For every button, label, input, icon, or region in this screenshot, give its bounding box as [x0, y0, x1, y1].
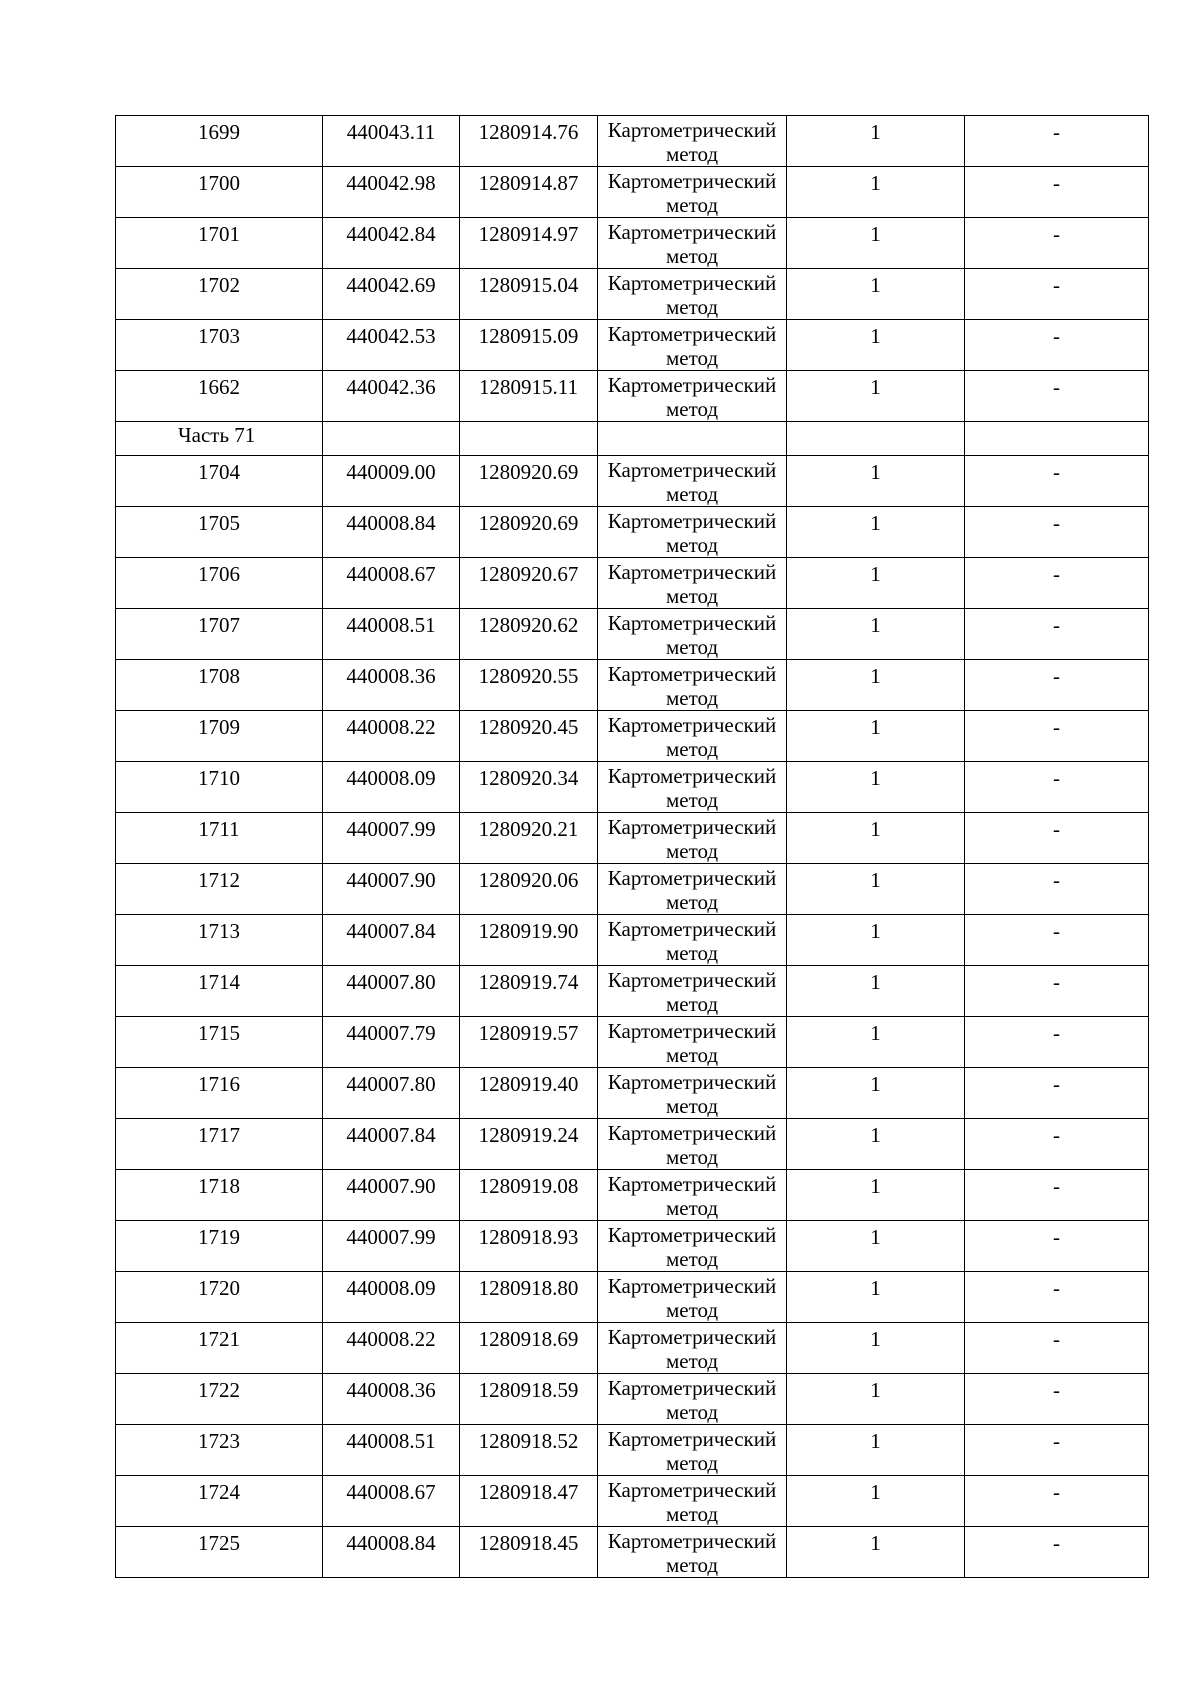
- point-number-cell: 1721: [116, 1323, 323, 1374]
- method-line-1: Картометрический: [607, 458, 777, 482]
- description-cell: -: [965, 1476, 1149, 1527]
- method-line-1: Картометрический: [607, 1376, 777, 1400]
- y-coordinate-cell: 1280915.04: [460, 269, 598, 320]
- y-coordinate-cell: 1280918.69: [460, 1323, 598, 1374]
- accuracy-cell: 1: [787, 507, 965, 558]
- method-line-2: метод: [665, 1043, 719, 1067]
- table-row: [116, 1221, 1149, 1272]
- method-line-2: метод: [665, 482, 719, 506]
- point-number-cell: 1704: [116, 456, 323, 507]
- accuracy-cell: 1: [787, 1272, 965, 1323]
- x-coordinate-cell: 440009.00: [323, 456, 460, 507]
- table-row: [116, 864, 1149, 915]
- table-row: [116, 1068, 1149, 1119]
- method-line-1: Картометрический: [607, 1019, 777, 1043]
- accuracy-cell: 1: [787, 1170, 965, 1221]
- table-row: [116, 218, 1149, 269]
- method-cell: [598, 1272, 787, 1323]
- table-row: [116, 915, 1149, 966]
- accuracy-cell: 1: [787, 1374, 965, 1425]
- method-cell: [598, 660, 787, 711]
- description-cell: -: [965, 1272, 1149, 1323]
- point-number-cell: 1719: [116, 1221, 323, 1272]
- y-coordinate-cell: 1280920.55: [460, 660, 598, 711]
- y-coordinate-cell: 1280919.74: [460, 966, 598, 1017]
- table-row: [116, 966, 1149, 1017]
- point-number-cell: 1715: [116, 1017, 323, 1068]
- point-number-cell: 1725: [116, 1527, 323, 1578]
- description-cell: -: [965, 609, 1149, 660]
- empty-cell: [598, 422, 787, 456]
- method-cell: [598, 711, 787, 762]
- y-coordinate-cell: 1280920.34: [460, 762, 598, 813]
- y-coordinate-cell: 1280918.52: [460, 1425, 598, 1476]
- description-cell: -: [965, 218, 1149, 269]
- method-cell: [598, 507, 787, 558]
- point-number-cell: 1703: [116, 320, 323, 371]
- accuracy-cell: 1: [787, 1221, 965, 1272]
- x-coordinate-cell: 440007.79: [323, 1017, 460, 1068]
- method-line-1: Картометрический: [607, 815, 777, 839]
- accuracy-cell: 1: [787, 116, 965, 167]
- x-coordinate-cell: 440007.84: [323, 1119, 460, 1170]
- description-cell: -: [965, 1017, 1149, 1068]
- method-line-2: метод: [665, 1502, 719, 1526]
- section-row: [116, 422, 1149, 456]
- table-row: [116, 762, 1149, 813]
- accuracy-cell: 1: [787, 558, 965, 609]
- table-row: [116, 371, 1149, 422]
- accuracy-cell: 1: [787, 320, 965, 371]
- x-coordinate-cell: 440008.09: [323, 762, 460, 813]
- method-line-2: метод: [665, 686, 719, 710]
- method-line-1: Картометрический: [607, 118, 777, 142]
- y-coordinate-cell: 1280918.93: [460, 1221, 598, 1272]
- method-line-2: метод: [665, 1349, 719, 1373]
- method-line-1: Картометрический: [607, 611, 777, 635]
- point-number-cell: 1700: [116, 167, 323, 218]
- table-row: [116, 507, 1149, 558]
- method-line-2: метод: [665, 839, 719, 863]
- empty-cell: [787, 422, 965, 456]
- accuracy-cell: 1: [787, 1527, 965, 1578]
- description-cell: -: [965, 1374, 1149, 1425]
- x-coordinate-cell: 440008.51: [323, 1425, 460, 1476]
- method-line-1: Картометрический: [607, 1529, 777, 1553]
- table-row: [116, 1374, 1149, 1425]
- point-number-cell: 1712: [116, 864, 323, 915]
- method-line-1: Картометрический: [607, 1070, 777, 1094]
- accuracy-cell: 1: [787, 456, 965, 507]
- accuracy-cell: 1: [787, 813, 965, 864]
- x-coordinate-cell: 440007.99: [323, 813, 460, 864]
- description-cell: -: [965, 1323, 1149, 1374]
- method-cell: [598, 1170, 787, 1221]
- method-line-1: Картометрический: [607, 509, 777, 533]
- method-cell: [598, 269, 787, 320]
- point-number-cell: 1716: [116, 1068, 323, 1119]
- point-number-cell: 1723: [116, 1425, 323, 1476]
- accuracy-cell: 1: [787, 269, 965, 320]
- method-line-2: метод: [665, 941, 719, 965]
- method-cell: [598, 966, 787, 1017]
- description-cell: -: [965, 915, 1149, 966]
- y-coordinate-cell: 1280918.80: [460, 1272, 598, 1323]
- method-line-1: Картометрический: [607, 560, 777, 584]
- method-cell: [598, 167, 787, 218]
- table-row: [116, 1527, 1149, 1578]
- method-cell: [598, 116, 787, 167]
- point-number-cell: 1709: [116, 711, 323, 762]
- method-line-2: метод: [665, 1400, 719, 1424]
- method-line-2: метод: [665, 142, 719, 166]
- description-cell: -: [965, 813, 1149, 864]
- x-coordinate-cell: 440042.36: [323, 371, 460, 422]
- method-cell: [598, 1119, 787, 1170]
- table-row: [116, 1323, 1149, 1374]
- x-coordinate-cell: 440008.84: [323, 507, 460, 558]
- y-coordinate-cell: 1280914.97: [460, 218, 598, 269]
- x-coordinate-cell: 440008.09: [323, 1272, 460, 1323]
- method-line-2: метод: [665, 244, 719, 268]
- point-number-cell: 1717: [116, 1119, 323, 1170]
- point-number-cell: 1720: [116, 1272, 323, 1323]
- table-row: [116, 1170, 1149, 1221]
- table-row: [116, 1272, 1149, 1323]
- method-cell: [598, 1068, 787, 1119]
- method-line-1: Картометрический: [607, 1223, 777, 1247]
- y-coordinate-cell: 1280918.59: [460, 1374, 598, 1425]
- description-cell: -: [965, 1068, 1149, 1119]
- accuracy-cell: 1: [787, 218, 965, 269]
- method-cell: [598, 218, 787, 269]
- method-cell: [598, 371, 787, 422]
- empty-cell: [323, 422, 460, 456]
- point-number-cell: 1722: [116, 1374, 323, 1425]
- method-line-1: Картометрический: [607, 917, 777, 941]
- method-line-2: метод: [665, 1145, 719, 1169]
- y-coordinate-cell: 1280918.47: [460, 1476, 598, 1527]
- method-line-1: Картометрический: [607, 662, 777, 686]
- x-coordinate-cell: 440008.22: [323, 711, 460, 762]
- y-coordinate-cell: 1280919.24: [460, 1119, 598, 1170]
- description-cell: -: [965, 167, 1149, 218]
- description-cell: -: [965, 371, 1149, 422]
- table-row: [116, 320, 1149, 371]
- description-cell: -: [965, 1527, 1149, 1578]
- method-cell: [598, 456, 787, 507]
- y-coordinate-cell: 1280919.40: [460, 1068, 598, 1119]
- coordinates-table-body: [116, 116, 1149, 1578]
- description-cell: -: [965, 269, 1149, 320]
- method-cell: [598, 1221, 787, 1272]
- accuracy-cell: 1: [787, 1017, 965, 1068]
- y-coordinate-cell: 1280915.09: [460, 320, 598, 371]
- accuracy-cell: 1: [787, 1119, 965, 1170]
- point-number-cell: 1711: [116, 813, 323, 864]
- method-line-2: метод: [665, 635, 719, 659]
- method-line-1: Картометрический: [607, 322, 777, 346]
- method-cell: [598, 1374, 787, 1425]
- description-cell: -: [965, 711, 1149, 762]
- accuracy-cell: 1: [787, 1068, 965, 1119]
- accuracy-cell: 1: [787, 1323, 965, 1374]
- method-line-1: Картометрический: [607, 271, 777, 295]
- point-number-cell: 1705: [116, 507, 323, 558]
- point-number-cell: 1699: [116, 116, 323, 167]
- x-coordinate-cell: 440007.90: [323, 1170, 460, 1221]
- y-coordinate-cell: 1280915.11: [460, 371, 598, 422]
- method-line-2: метод: [665, 397, 719, 421]
- table-row: [116, 558, 1149, 609]
- description-cell: -: [965, 660, 1149, 711]
- x-coordinate-cell: 440008.51: [323, 609, 460, 660]
- point-number-cell: 1724: [116, 1476, 323, 1527]
- x-coordinate-cell: 440042.98: [323, 167, 460, 218]
- table-row: [116, 269, 1149, 320]
- table-row: [116, 1476, 1149, 1527]
- empty-cell: [460, 422, 598, 456]
- table-row: [116, 1017, 1149, 1068]
- accuracy-cell: 1: [787, 1425, 965, 1476]
- accuracy-cell: 1: [787, 711, 965, 762]
- y-coordinate-cell: 1280920.45: [460, 711, 598, 762]
- x-coordinate-cell: 440007.90: [323, 864, 460, 915]
- coordinates-table: [115, 115, 1149, 1578]
- method-line-1: Картометрический: [607, 1427, 777, 1451]
- method-cell: [598, 1323, 787, 1374]
- table-row: [116, 456, 1149, 507]
- method-cell: [598, 762, 787, 813]
- y-coordinate-cell: 1280919.90: [460, 915, 598, 966]
- description-cell: -: [965, 116, 1149, 167]
- description-cell: -: [965, 1221, 1149, 1272]
- accuracy-cell: 1: [787, 915, 965, 966]
- method-line-1: Картометрический: [607, 1325, 777, 1349]
- method-line-1: Картометрический: [607, 1121, 777, 1145]
- description-cell: -: [965, 456, 1149, 507]
- method-cell: [598, 915, 787, 966]
- method-cell: [598, 609, 787, 660]
- description-cell: -: [965, 1119, 1149, 1170]
- method-line-1: Картометрический: [607, 968, 777, 992]
- point-number-cell: 1708: [116, 660, 323, 711]
- description-cell: -: [965, 864, 1149, 915]
- method-line-2: метод: [665, 346, 719, 370]
- method-cell: [598, 813, 787, 864]
- table-row: [116, 609, 1149, 660]
- point-number-cell: 1702: [116, 269, 323, 320]
- section-label: Часть 71: [116, 422, 323, 456]
- point-number-cell: 1718: [116, 1170, 323, 1221]
- method-line-1: Картометрический: [607, 1274, 777, 1298]
- x-coordinate-cell: 440008.84: [323, 1527, 460, 1578]
- table-row: [116, 167, 1149, 218]
- accuracy-cell: 1: [787, 762, 965, 813]
- y-coordinate-cell: 1280920.69: [460, 456, 598, 507]
- method-line-2: метод: [665, 992, 719, 1016]
- table-row: [116, 813, 1149, 864]
- description-cell: -: [965, 966, 1149, 1017]
- y-coordinate-cell: 1280919.08: [460, 1170, 598, 1221]
- y-coordinate-cell: 1280914.87: [460, 167, 598, 218]
- description-cell: -: [965, 320, 1149, 371]
- description-cell: -: [965, 507, 1149, 558]
- point-number-cell: 1714: [116, 966, 323, 1017]
- method-cell: [598, 1476, 787, 1527]
- x-coordinate-cell: 440007.99: [323, 1221, 460, 1272]
- table-row: [116, 116, 1149, 167]
- table-row: [116, 711, 1149, 762]
- description-cell: -: [965, 762, 1149, 813]
- table-row: [116, 1119, 1149, 1170]
- method-line-2: метод: [665, 584, 719, 608]
- x-coordinate-cell: 440042.69: [323, 269, 460, 320]
- y-coordinate-cell: 1280920.06: [460, 864, 598, 915]
- point-number-cell: 1713: [116, 915, 323, 966]
- description-cell: -: [965, 1170, 1149, 1221]
- accuracy-cell: 1: [787, 167, 965, 218]
- x-coordinate-cell: 440007.80: [323, 966, 460, 1017]
- method-line-1: Картометрический: [607, 1172, 777, 1196]
- method-cell: [598, 558, 787, 609]
- method-line-2: метод: [665, 1247, 719, 1271]
- method-cell: [598, 1425, 787, 1476]
- y-coordinate-cell: 1280920.62: [460, 609, 598, 660]
- y-coordinate-cell: 1280920.69: [460, 507, 598, 558]
- y-coordinate-cell: 1280920.67: [460, 558, 598, 609]
- table-row: [116, 1425, 1149, 1476]
- method-line-2: метод: [665, 1094, 719, 1118]
- x-coordinate-cell: 440007.84: [323, 915, 460, 966]
- y-coordinate-cell: 1280919.57: [460, 1017, 598, 1068]
- y-coordinate-cell: 1280914.76: [460, 116, 598, 167]
- point-number-cell: 1662: [116, 371, 323, 422]
- accuracy-cell: 1: [787, 966, 965, 1017]
- empty-cell: [965, 422, 1149, 456]
- y-coordinate-cell: 1280918.45: [460, 1527, 598, 1578]
- method-cell: [598, 864, 787, 915]
- x-coordinate-cell: 440008.67: [323, 1476, 460, 1527]
- method-cell: [598, 320, 787, 371]
- description-cell: -: [965, 1425, 1149, 1476]
- method-line-1: Картометрический: [607, 373, 777, 397]
- point-number-cell: 1707: [116, 609, 323, 660]
- x-coordinate-cell: 440008.67: [323, 558, 460, 609]
- method-line-2: метод: [665, 1196, 719, 1220]
- method-cell: [598, 1527, 787, 1578]
- method-line-2: метод: [665, 295, 719, 319]
- method-line-2: метод: [665, 193, 719, 217]
- x-coordinate-cell: 440007.80: [323, 1068, 460, 1119]
- x-coordinate-cell: 440042.53: [323, 320, 460, 371]
- x-coordinate-cell: 440043.11: [323, 116, 460, 167]
- table-row: [116, 660, 1149, 711]
- x-coordinate-cell: 440008.22: [323, 1323, 460, 1374]
- method-line-2: метод: [665, 737, 719, 761]
- point-number-cell: 1706: [116, 558, 323, 609]
- point-number-cell: 1710: [116, 762, 323, 813]
- method-line-2: метод: [665, 1451, 719, 1475]
- accuracy-cell: 1: [787, 864, 965, 915]
- description-cell: -: [965, 558, 1149, 609]
- method-line-2: метод: [665, 533, 719, 557]
- method-line-2: метод: [665, 890, 719, 914]
- method-line-1: Картометрический: [607, 169, 777, 193]
- method-line-1: Картометрический: [607, 713, 777, 737]
- method-line-2: метод: [665, 1298, 719, 1322]
- x-coordinate-cell: 440042.84: [323, 218, 460, 269]
- method-line-2: метод: [665, 1553, 719, 1577]
- accuracy-cell: 1: [787, 1476, 965, 1527]
- x-coordinate-cell: 440008.36: [323, 1374, 460, 1425]
- y-coordinate-cell: 1280920.21: [460, 813, 598, 864]
- accuracy-cell: 1: [787, 660, 965, 711]
- method-line-2: метод: [665, 788, 719, 812]
- method-line-1: Картометрический: [607, 220, 777, 244]
- x-coordinate-cell: 440008.36: [323, 660, 460, 711]
- point-number-cell: 1701: [116, 218, 323, 269]
- accuracy-cell: 1: [787, 609, 965, 660]
- method-cell: [598, 1017, 787, 1068]
- method-line-1: Картометрический: [607, 866, 777, 890]
- method-line-1: Картометрический: [607, 764, 777, 788]
- method-line-1: Картометрический: [607, 1478, 777, 1502]
- accuracy-cell: 1: [787, 371, 965, 422]
